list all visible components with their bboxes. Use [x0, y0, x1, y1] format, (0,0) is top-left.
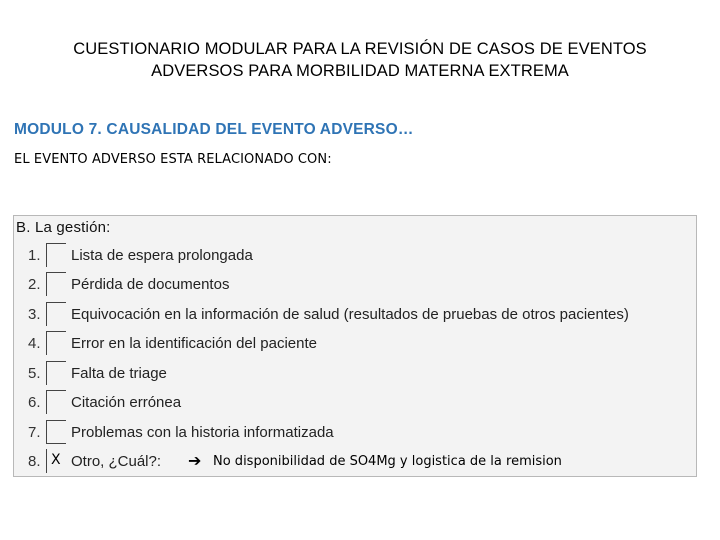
- module-question: EL EVENTO ADVERSO ESTA RELACIONADO CON:: [14, 152, 332, 167]
- section-title: B. La gestión:: [16, 219, 111, 236]
- list-item: [0, 420, 700, 450]
- item-label: Citación errónea: [71, 394, 182, 411]
- item-number: 6.: [28, 394, 41, 411]
- list-item: [0, 272, 700, 302]
- item-number: 8.: [28, 453, 41, 470]
- list-item: [0, 302, 700, 332]
- other-answer: No disponibilidad de SO4Mg y logistica de la remision: [213, 454, 562, 469]
- checkbox[interactable]: [46, 272, 66, 296]
- checkbox[interactable]: [46, 420, 66, 444]
- checkbox-checked[interactable]: X: [46, 449, 66, 473]
- title-line-1: CUESTIONARIO MODULAR PARA LA REVISIÓN DE CASOS DE EVENTOS: [73, 40, 647, 58]
- item-number: 1.: [28, 247, 41, 264]
- checkbox[interactable]: [46, 243, 66, 267]
- item-label: Lista de espera prolongada: [71, 247, 253, 264]
- title-line-2: ADVERSOS PARA MORBILIDAD MATERNA EXTREMA: [151, 62, 569, 80]
- list-item: [0, 331, 700, 361]
- page-title: [0, 38, 720, 82]
- item-number: 5.: [28, 365, 41, 382]
- module-heading: MODULO 7. CAUSALIDAD DEL EVENTO ADVERSO…: [14, 121, 414, 138]
- list-item: [0, 361, 700, 391]
- checkbox[interactable]: [46, 302, 66, 326]
- checkbox[interactable]: [46, 331, 66, 355]
- item-number: 7.: [28, 424, 41, 441]
- item-number: 4.: [28, 335, 41, 352]
- item-number: 3.: [28, 306, 41, 323]
- list-item: [0, 390, 700, 420]
- item-label: Problemas con la historia informatizada: [71, 424, 334, 441]
- checkbox[interactable]: [46, 361, 66, 385]
- arrow-right-icon: ➔: [188, 453, 202, 470]
- item-label: Otro, ¿Cuál?:: [71, 453, 162, 470]
- item-label: Pérdida de documentos: [71, 276, 230, 293]
- list-item: [0, 243, 700, 273]
- checkbox[interactable]: [46, 390, 66, 414]
- item-label: Falta de triage: [71, 365, 167, 382]
- list-item: [0, 449, 700, 479]
- item-number: 2.: [28, 276, 41, 293]
- item-label: Error en la identificación del paciente: [71, 335, 317, 352]
- item-label: Equivocación en la información de salud (resultados de pruebas de otros pacientes): [71, 306, 629, 323]
